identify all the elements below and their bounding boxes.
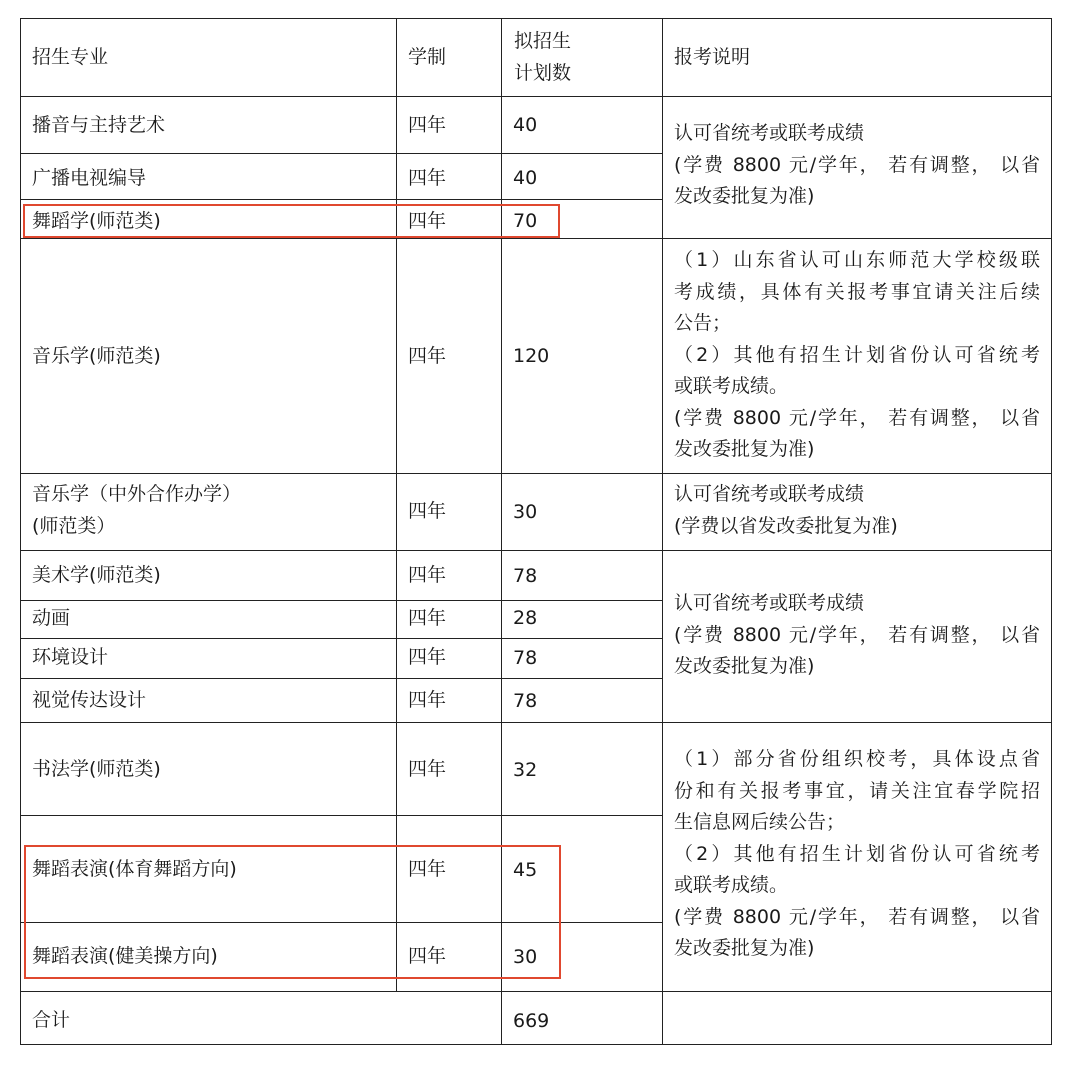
quota-cell: 40 [513,114,538,136]
table-border-bottom [20,1044,1052,1045]
total-quota: 669 [513,1010,550,1032]
row-divider [20,722,1052,723]
notes-cell: 认可省统考或联考成绩 (学费 8800 元/学年， 若有调整， 以省 发改委批复为准) [674,592,1040,677]
major-cell: 广播电视编导 [32,167,147,189]
quota-cell: 32 [513,759,538,781]
major-cell: 动画 [32,607,71,629]
notes-cell: （1）山东省认可山东师范大学校级联 考成绩，具体有关报考事宜请关注后续 公告； （2）其他有招生计划省份认可省统考 或联考成绩。 (学费 8800 元/学年， 若有调整， 以省 发改委批复为准) [674,249,1040,460]
major-cell: 舞蹈表演(体育舞蹈方向) [32,858,237,880]
row-divider [20,600,662,601]
duration-cell: 四年 [408,689,447,711]
total-label: 合计 [32,1009,71,1031]
major-cell: 舞蹈学(师范类) [32,210,161,232]
quota-cell: 30 [513,946,538,968]
quota-cell: 120 [513,345,550,367]
duration-cell: 四年 [408,607,447,629]
quota-cell: 45 [513,859,538,881]
quota-cell: 40 [513,167,538,189]
duration-cell: 四年 [408,345,447,367]
major-cell: 音乐学(师范类) [32,345,161,367]
duration-cell: 四年 [408,945,447,967]
column-divider [662,18,663,1045]
row-divider [20,153,662,154]
row-divider [20,199,662,200]
quota-cell: 30 [513,501,538,523]
duration-cell: 四年 [408,564,447,586]
major-cell: 书法学(师范类) [32,758,161,780]
notes-cell: 认可省统考或联考成绩 (学费 8800 元/学年， 若有调整， 以省 发改委批复为准) [674,122,1040,207]
major-cell: 音乐学（中外合作办学） (师范类） [32,483,242,537]
row-divider [20,238,1052,239]
quota-cell: 78 [513,647,538,669]
row-divider [20,638,662,639]
quota-cell: 78 [513,690,538,712]
duration-cell: 四年 [408,646,447,668]
header-quota: 拟招生 计划数 [514,30,572,84]
row-divider [20,550,1052,551]
row-divider [20,991,1052,992]
highlight-box [24,845,561,979]
table-border-top [20,18,1052,19]
row-divider [20,473,1052,474]
notes-cell: 认可省统考或联考成绩 (学费以省发改委批复为准) [674,483,898,537]
major-cell: 舞蹈表演(健美操方向) [32,945,218,967]
notes-cell: （1）部分省份组织校考，具体设点省 份和有关报考事宜，请关注宜春学院招 生信息网后续公告； （2）其他有招生计划省份认可省统考 或联考成绩。 (学费 8800 元/学年， 若有调整， 以省 发改委批复为准) [674,748,1040,959]
header-divider [20,96,1052,97]
major-cell: 环境设计 [32,646,109,668]
duration-cell: 四年 [408,210,447,232]
quota-cell: 28 [513,607,538,629]
major-cell: 美术学(师范类) [32,564,161,586]
row-divider [20,815,662,816]
quota-cell: 78 [513,565,538,587]
header-duration: 学制 [408,46,447,68]
duration-cell: 四年 [408,858,447,880]
table-border-right [1051,18,1052,1045]
major-cell: 视觉传达设计 [32,689,147,711]
header-major: 招生专业 [32,46,109,68]
highlight-box [23,204,560,238]
duration-cell: 四年 [408,500,447,522]
row-divider [20,678,662,679]
quota-cell: 70 [513,210,538,232]
duration-cell: 四年 [408,114,447,136]
table-border-left [20,18,21,1045]
duration-cell: 四年 [408,758,447,780]
header-notes: 报考说明 [674,46,751,68]
duration-cell: 四年 [408,167,447,189]
major-cell: 播音与主持艺术 [32,114,166,136]
